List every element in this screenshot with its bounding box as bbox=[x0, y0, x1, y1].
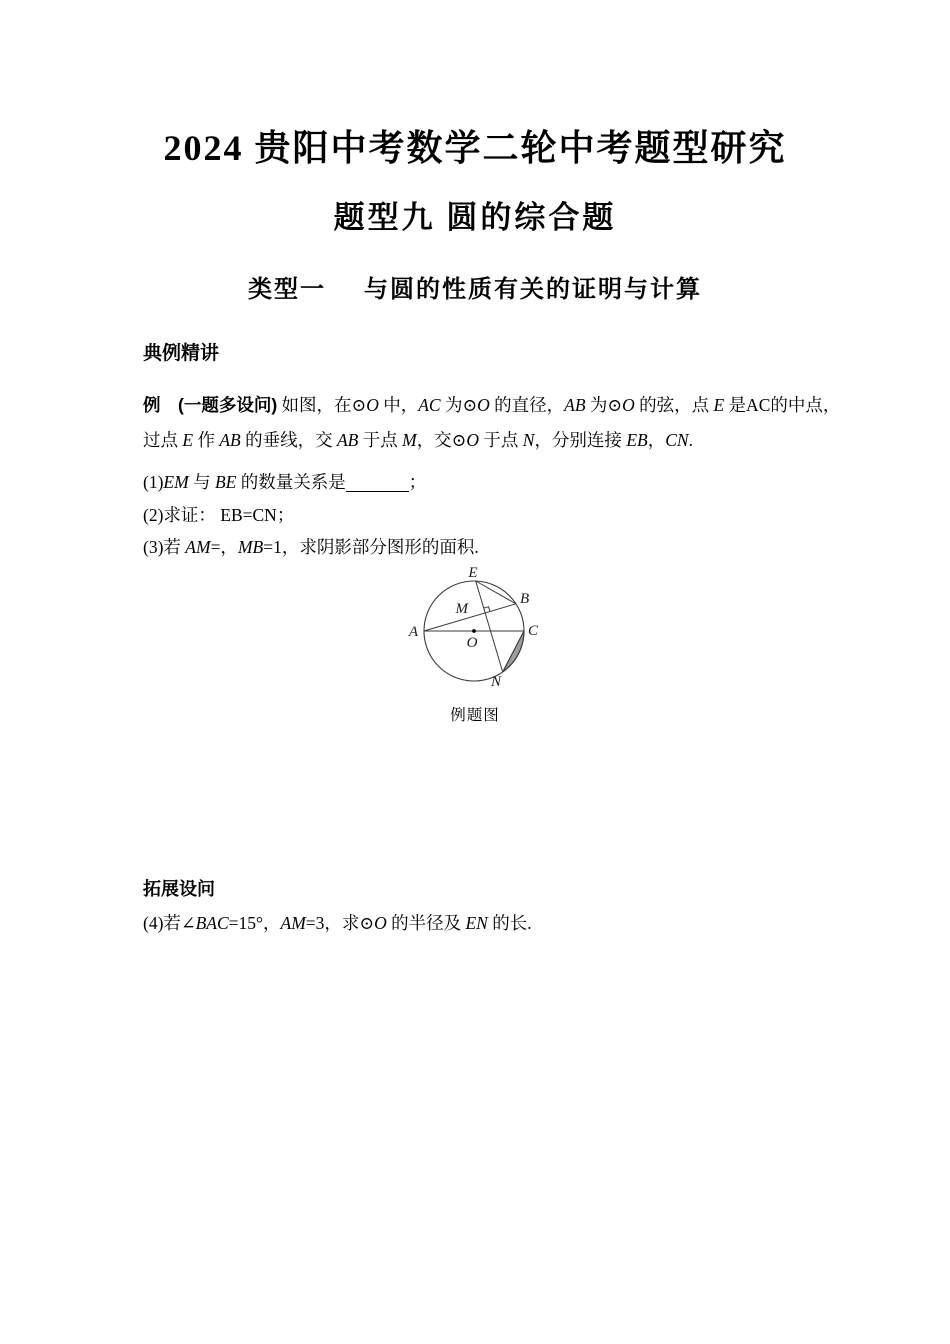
document-title: 2024 贵阳中考数学二轮中考题型研究 bbox=[163, 128, 787, 168]
question-4: (4)若∠BAC=15°，AM=3，求⊙O 的半径及 EN 的长. bbox=[143, 913, 532, 933]
extension-heading: 拓展设问 bbox=[143, 879, 215, 899]
problem-line-1: 例 (一题多设问) 如图，在⊙O 中，AC 为⊙O 的直径，AB 为⊙O 的弦，点 E 是AC的中点， bbox=[143, 395, 841, 415]
point-label-A: A bbox=[408, 624, 418, 640]
chord-AB-line bbox=[424, 604, 516, 631]
question-1: (1)EM 与 BE 的数量关系是 ； bbox=[143, 472, 427, 492]
point-label-N: N bbox=[490, 674, 502, 690]
question-2: (2)求证： EB=CN； bbox=[143, 505, 295, 525]
point-label-C: C bbox=[528, 623, 539, 639]
circle-figure bbox=[388, 565, 608, 700]
point-label-E: E bbox=[468, 565, 478, 581]
chord-CN-line bbox=[503, 631, 524, 672]
section-label: 类型一 bbox=[248, 276, 326, 303]
question-3: (3)若 AM=，MB=1，求阴影部分图形的面积. bbox=[143, 537, 479, 557]
section-title: 与圆的性质有关的证明与计算 bbox=[364, 276, 702, 303]
document-subtitle: 题型九 圆的综合题 bbox=[333, 200, 617, 235]
section-heading bbox=[0, 272, 950, 308]
lecture-heading: 典例精讲 bbox=[143, 343, 220, 364]
point-label-O: O bbox=[466, 635, 478, 651]
chord-EN-line bbox=[476, 581, 503, 672]
point-label-M: M bbox=[455, 601, 468, 617]
point-label-B: B bbox=[520, 591, 530, 607]
center-O-dot bbox=[472, 629, 476, 633]
problem-line-2: 过点 E 作 AB 的垂线，交 AB 于点 M，交⊙O 于点 N，分别连接 EB，CN. bbox=[143, 430, 693, 450]
figure-caption: 例题图 bbox=[450, 707, 500, 724]
